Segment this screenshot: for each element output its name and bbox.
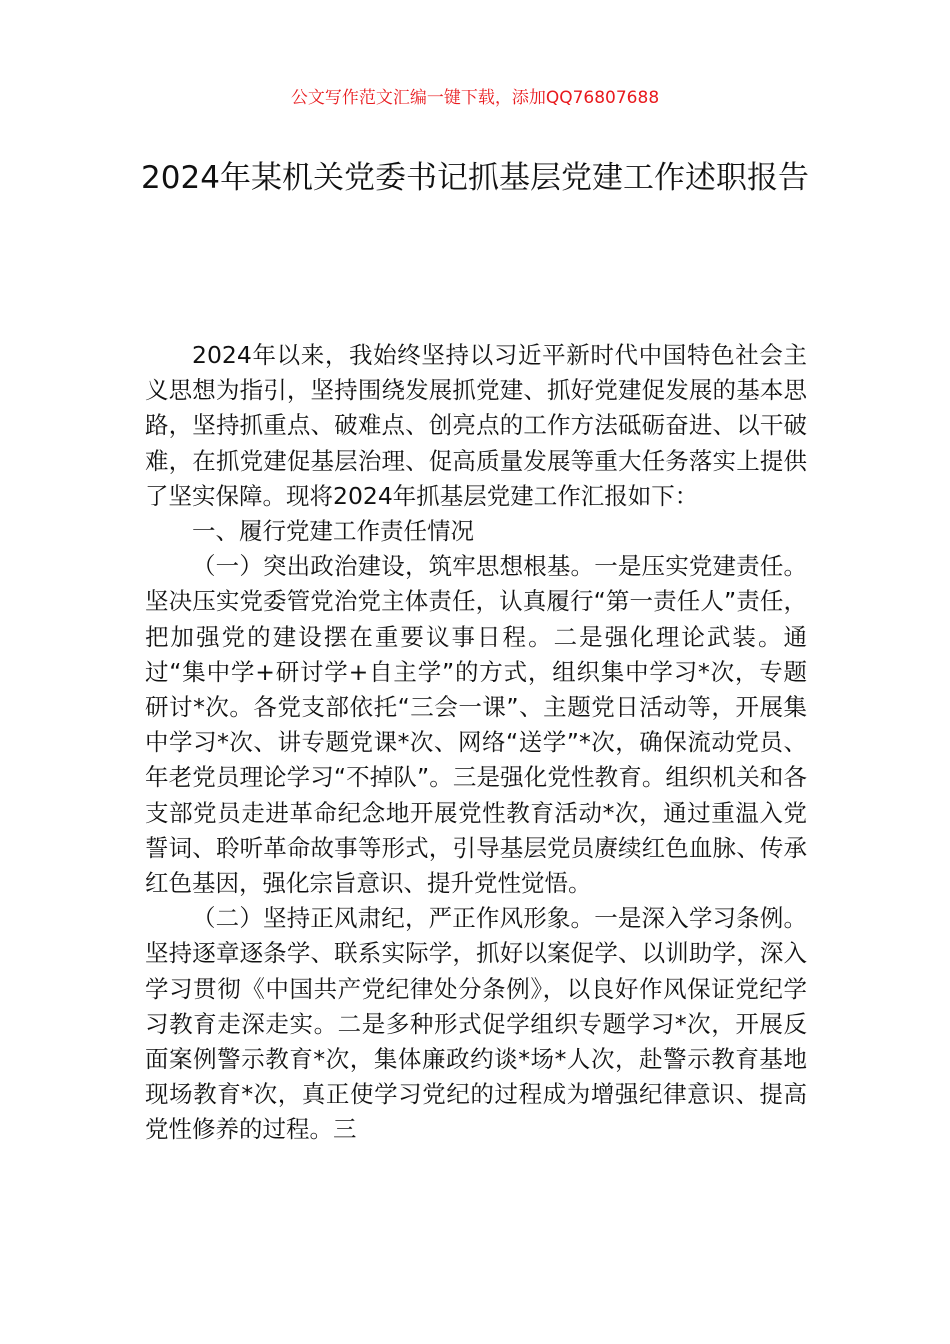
paragraph-discipline: （二）坚持正风肃纪，严正作风形象。一是深入学习条例。坚持逐章逐条学、联系实际学，抓好以案促学、以训助学，深入学习贯彻《中国共产党纪律处分条例》，以良好作风保证党纪学习教育走深走实。二是多种形式促学组织专题学习*次，开展反面案例警示教育*次，集体廉政约谈*场*人次，赴警示教育基地现场教育*次，真正使学习党纪的过程成为增强纪律意识、提高党性修养的过程。三	[145, 904, 807, 1144]
document-title: 2024年某机关党委书记抓基层党建工作述职报告	[141, 160, 809, 196]
header-note: 公文写作范文汇编一键下载，添加QQ76807688	[290, 88, 660, 108]
paragraph-political-building: （一）突出政治建设，筑牢思想根基。一是压实党建责任。坚决压实党委管党治党主体责任，认真履行“第一责任人”责任，把加强党的建设摆在重要议事日程。二是强化理论武装。通过“集中学+研讨学+自主学”的方式，组织集中学习*次，专题研讨*次。各党支部依托“三会一课”、主题党日活动等，开展集中学习*次、讲专题党课*次、网络“送学”*次，确保流动党员、年老党员理论学习“不掉队”。三是强化党性教育。组织机关和各支部党员走进革命纪念地开展党性教育活动*次，通过重温入党誓词、聆听革命故事等形式，引导基层党员赓续红色血脉、传承红色基因，强化宗旨意识、提升党性觉悟。	[145, 552, 807, 898]
paragraph-intro: 2024年以来，我始终坚持以习近平新时代中国特色社会主义思想为指引，坚持围绕发展抓党建、抓好党建促发展的基本思路，坚持抓重点、破难点、创亮点的工作方法砥砺奋进、以干破难，在抓党建促基层治理、促高质量发展等重大任务落实上提供了坚实保障。现将2024年抓基层党建工作汇报如下：	[145, 341, 807, 510]
document-body	[145, 338, 807, 1148]
section-heading: 一、履行党建工作责任情况	[192, 517, 474, 546]
